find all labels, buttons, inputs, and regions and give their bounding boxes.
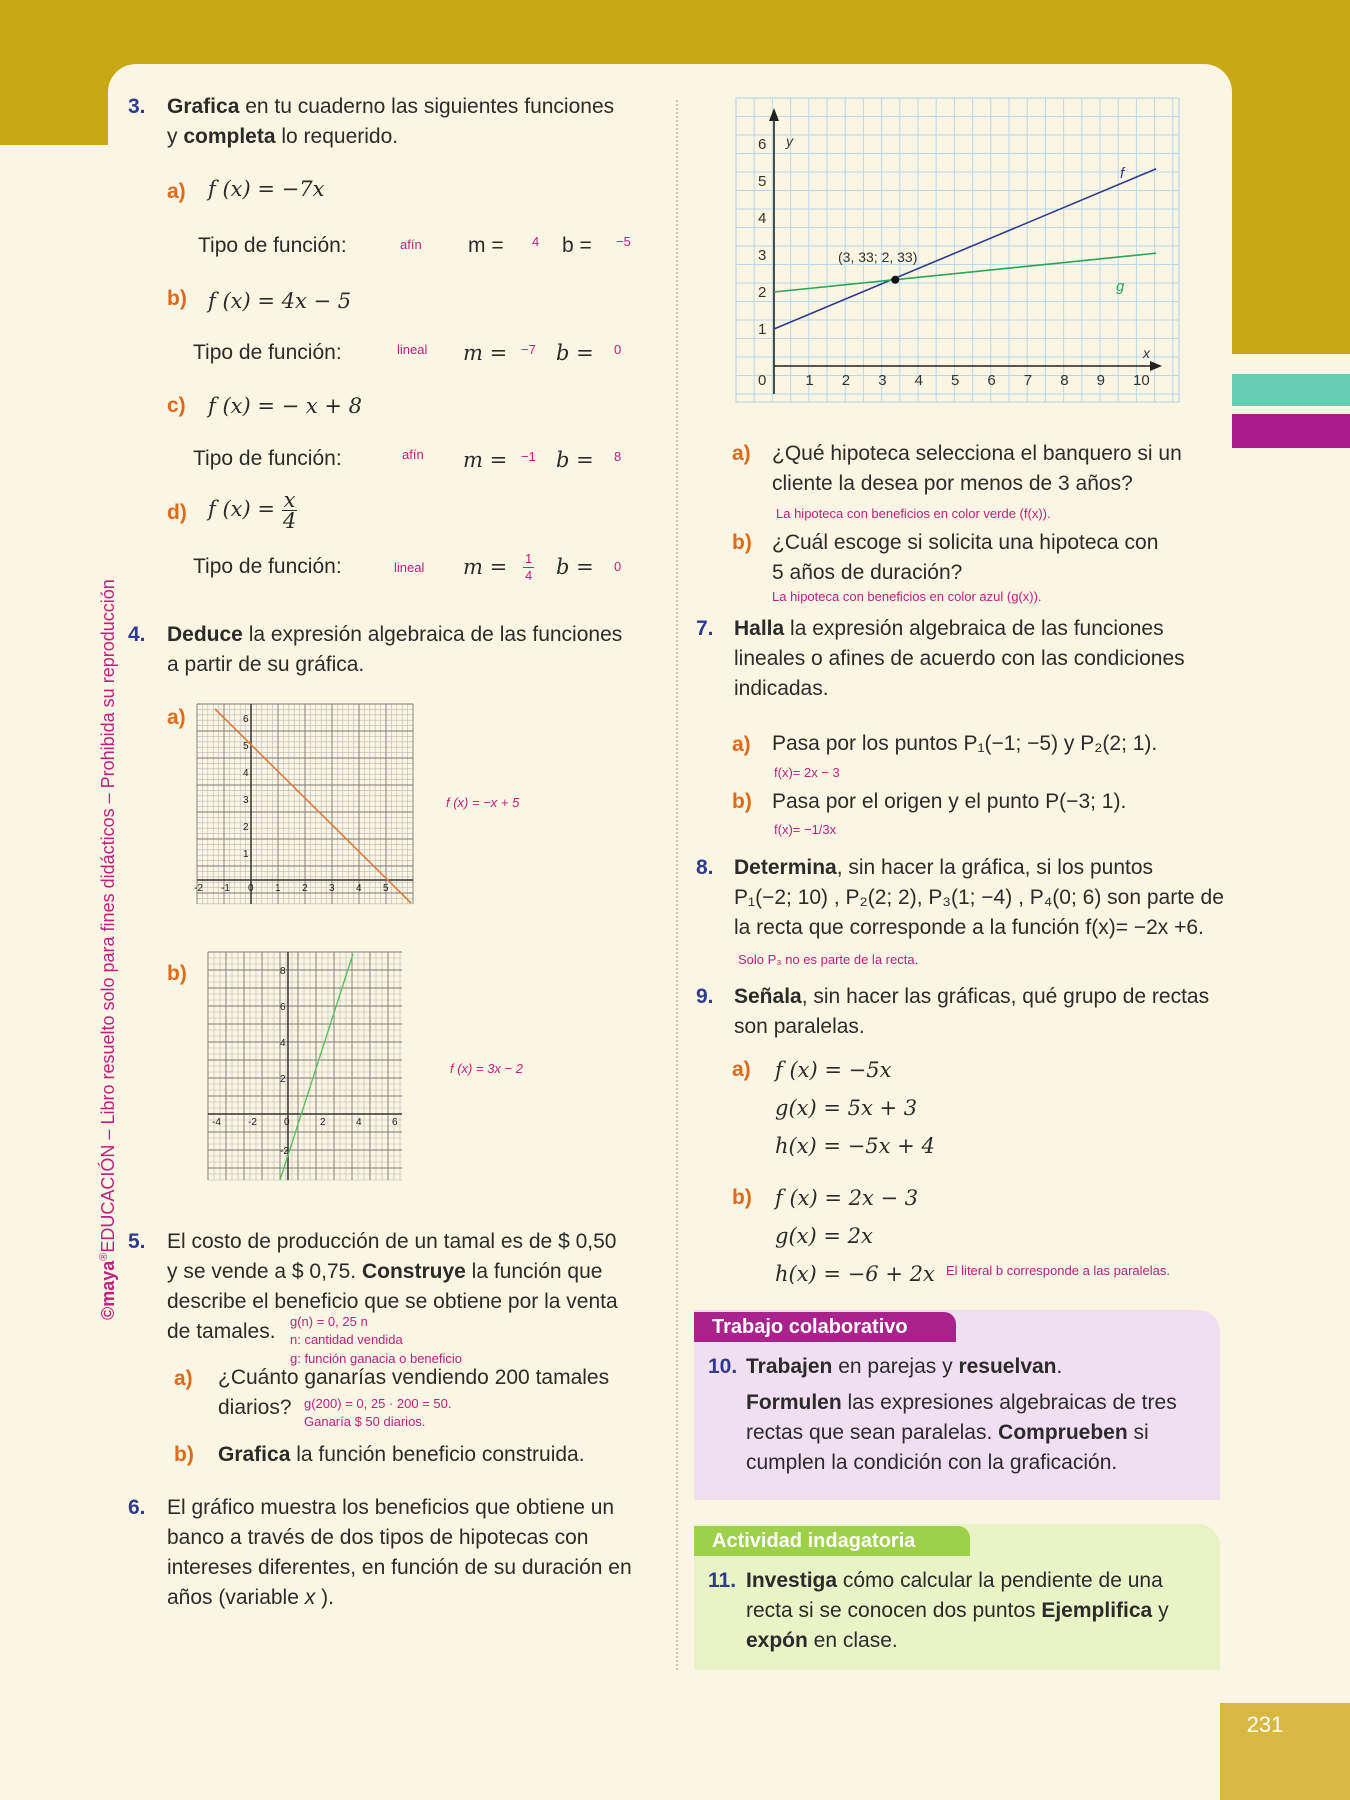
graph-a-x-tick: -2	[194, 883, 203, 894]
answer-b: 0	[614, 559, 622, 574]
x-tick-label: 5	[951, 372, 960, 389]
y-axis-label: y	[786, 133, 793, 149]
graph-a-y-tick: 4	[243, 768, 249, 779]
page-number: 231	[1246, 1712, 1284, 1737]
exercise-11-line-1: Investiga cómo calcular la pendiente de una	[746, 1569, 1163, 1592]
answer-tipo: afín	[400, 237, 422, 252]
exercise-10-line-2: Formulen las expresiones algebraicas de tres	[746, 1391, 1177, 1414]
exercise-6-line-4: años (variable x ).	[167, 1586, 334, 1609]
graph-b-x-tick: 0	[284, 1117, 290, 1128]
exercise-8-line-1: Determina, sin hacer la gráfica, si los puntos	[734, 856, 1154, 879]
graph-a-x-tick: 2	[302, 883, 308, 894]
answer-b: 8	[614, 449, 622, 464]
answer-7a: f(x)= 2x − 3	[774, 765, 840, 780]
tipo-label: Tipo de función:	[198, 234, 347, 257]
graph-b-x-tick: 6	[392, 1117, 398, 1128]
graph-a-y-tick: 6	[243, 714, 249, 725]
graph-a-y-tick: 5	[243, 741, 249, 752]
exercise-7a-text: Pasa por los puntos P₁(−1; −5) y P₂(2; 1).	[772, 732, 1158, 755]
function-h: h(x) = −6 + 2x	[775, 1262, 935, 1286]
answer-b: 0	[614, 342, 622, 357]
tipo-label: Tipo de función:	[193, 447, 342, 470]
exercise-6-line-2: banco a través de dos tipos de hipotecas con	[167, 1526, 589, 1549]
x-axis-label: x	[1143, 345, 1150, 361]
tipo-label: Tipo de función:	[193, 341, 342, 364]
graph-a-x-tick: 1	[275, 883, 281, 894]
color-tab-magenta	[1232, 414, 1350, 448]
exercise-4-line-2: a partir de su gráfica.	[167, 653, 365, 676]
m-label: m =	[463, 448, 508, 472]
m-label: m =	[463, 555, 508, 579]
graph-4b	[208, 952, 402, 1180]
b-label: b =	[556, 555, 594, 579]
exercise-7-line-1: Halla la expresión algebraica de las funciones	[734, 617, 1164, 640]
m-label: m =	[468, 234, 504, 257]
answer-9: El literal b corresponde a las paralelas.	[946, 1263, 1171, 1278]
answer-8: Solo P₃ no es parte de la recta.	[738, 952, 919, 967]
exercise-9-line-2: son paralelas.	[734, 1015, 865, 1038]
exercise-number: 3.	[128, 95, 146, 118]
brand-logo: ©maya	[98, 1260, 118, 1320]
item-letter: a)	[732, 733, 751, 756]
exercise-number: 6.	[128, 1496, 146, 1519]
answer-7b: f(x)= −1/3x	[774, 822, 837, 837]
answer-m: 4	[532, 234, 540, 249]
graph-a-x-tick: 3	[329, 883, 335, 894]
answer-expression: f (x) = 3x − 2	[450, 1061, 523, 1076]
graph-a-y-tick: 2	[243, 822, 249, 833]
exercise-number: 5.	[128, 1230, 146, 1253]
answer-m: −7	[521, 342, 536, 357]
answer-b: −5	[616, 234, 631, 249]
function-expression: f (x) = 4x − 5	[208, 289, 352, 313]
graph-b-y-tick: 6	[280, 1002, 286, 1013]
x-tick-label: 0	[758, 372, 767, 389]
graph-b-x-tick: 2	[320, 1117, 326, 1128]
item-letter: b)	[732, 1186, 752, 1209]
color-tab-teal	[1232, 374, 1350, 406]
answer-tipo: lineal	[397, 342, 428, 357]
x-tick-label: 6	[987, 372, 996, 389]
mortgage-chart	[734, 96, 1184, 406]
exercise-11-line-3: expón en clase.	[746, 1629, 898, 1652]
collaborative-title: Trabajo colaborativo	[694, 1312, 956, 1342]
exercise-3-line-1: Grafica en tu cuaderno las siguientes funciones	[167, 95, 615, 118]
exercise-5-line-3: describe el beneficio que se obtiene por la venta	[167, 1290, 618, 1313]
answer-tipo: lineal	[394, 560, 425, 575]
m-label: m =	[463, 341, 508, 365]
x-tick-label: 1	[805, 372, 814, 389]
graph-b-y-tick: 8	[280, 966, 286, 977]
graph-a-x-tick: -1	[221, 883, 230, 894]
function-f: f (x) = −5x	[775, 1058, 892, 1082]
series-label-g: g	[1116, 278, 1125, 295]
line-a	[215, 709, 411, 903]
graph-a-y-tick: 3	[243, 795, 249, 806]
exercise-6b-line-1: ¿Cuál escoge si solicita una hipoteca con	[772, 531, 1159, 554]
intersection-point	[891, 276, 899, 284]
answer-variable-n: n: cantidad vendida	[290, 1332, 403, 1347]
item-letter: b)	[732, 790, 752, 813]
graph-a-x-tick: 4	[356, 883, 362, 894]
x-tick-label: 8	[1060, 372, 1069, 389]
copyright-sidebar	[98, 579, 119, 1320]
exercise-5-line-4: de tamales.	[167, 1320, 276, 1343]
exercise-7-line-2: lineales o afines de acuerdo con las condiciones	[734, 647, 1185, 670]
brand-reg: ®	[98, 1252, 110, 1261]
graph-a-x-tick: 5	[383, 883, 389, 894]
exercise-10-line-3: rectas que sean paralelas. Comprueben si	[746, 1421, 1149, 1444]
exercise-5a-line-1: ¿Cuánto ganarías vendiendo 200 tamales	[218, 1366, 610, 1389]
item-letter: a)	[174, 1367, 193, 1390]
item-letter: b)	[732, 531, 752, 554]
exercise-9-line-1: Señala, sin hacer las gráficas, qué grupo de rectas	[734, 985, 1210, 1008]
y-tick-label: 4	[758, 210, 767, 227]
intersection-label: (3, 33; 2, 33)	[838, 249, 918, 265]
x-tick-label: 10	[1133, 372, 1150, 389]
answer-6b: La hipoteca con beneficios en color azul (g(x)).	[772, 589, 1042, 604]
answer-function: g(n) = 0, 25 n	[290, 1314, 368, 1329]
series-label-f: f	[1120, 165, 1125, 182]
exercise-number: 9.	[696, 985, 714, 1008]
item-letter: b)	[174, 1443, 194, 1466]
graph-b-x-tick: -2	[248, 1117, 257, 1128]
exercise-6a-line-1: ¿Qué hipoteca selecciona el banquero si un	[772, 442, 1182, 465]
item-letter: a)	[732, 442, 751, 465]
answer-expression: f (x) = −x + 5	[446, 795, 520, 810]
exercise-6b-line-2: 5 años de duración?	[772, 561, 963, 584]
graph-b-y-tick: 2	[280, 1074, 286, 1085]
exercise-number: 10.	[708, 1355, 738, 1378]
exercise-6-line-3: intereses diferentes, en función de su duración en	[167, 1556, 632, 1579]
y-tick-label: 6	[758, 136, 767, 153]
function-expression: f (x) = − x + 8	[208, 394, 363, 418]
item-letter: a)	[732, 1058, 751, 1081]
b-label: b =	[556, 448, 594, 472]
item-letter: a)	[167, 706, 186, 729]
answer-m: −1	[521, 449, 536, 464]
graph-b-y-tick: 4	[280, 1038, 286, 1049]
function-f: f (x) = 2x − 3	[775, 1186, 919, 1210]
item-letter: c)	[167, 394, 186, 417]
exercise-5-line-1: El costo de producción de un tamal es de $ 0,50	[167, 1230, 617, 1253]
graph-b-x-tick: 4	[356, 1117, 362, 1128]
exercise-8-line-2: P₁(−2; 10) , P₂(2; 2), P₃(1; −4) , P₄(0; 6) son parte de	[734, 886, 1224, 909]
answer-tipo: afín	[402, 447, 424, 462]
graph-a-x-tick: 0	[248, 883, 254, 894]
exercise-3-line-2: y completa lo requerido.	[167, 125, 399, 148]
x-tick-label: 9	[1096, 372, 1105, 389]
function-expression: f (x) = $\frac{x}{4}$	[208, 488, 297, 533]
right-band	[1232, 60, 1350, 354]
function-g: g(x) = 2x	[775, 1224, 873, 1248]
inquiry-title: Actividad indagatoria	[694, 1526, 970, 1556]
function-g: g(x) = 5x + 3	[775, 1096, 918, 1120]
graph-b-x-tick: -4	[212, 1117, 221, 1128]
answer-6a: La hipoteca con beneficios en color verde (f(x)).	[776, 506, 1051, 521]
x-tick-label: 3	[878, 372, 887, 389]
x-tick-label: 7	[1023, 372, 1033, 389]
y-tick-label: 1	[758, 321, 767, 338]
exercise-5-line-2: y se vende a $ 0,75. Construye la función que	[167, 1260, 603, 1283]
exercise-number: 8.	[696, 856, 714, 879]
y-tick-label: 3	[758, 247, 767, 264]
tipo-label: Tipo de función:	[193, 555, 342, 578]
item-letter: b)	[167, 287, 187, 310]
answer-variable-g: g: función ganacia o beneficio	[290, 1351, 463, 1366]
exercise-number: 7.	[696, 617, 714, 640]
exercise-5b-text: Grafica la función beneficio construida.	[218, 1443, 585, 1466]
item-letter: a)	[167, 180, 186, 203]
b-label: b =	[556, 341, 594, 365]
answer-computation: g(200) = 0, 25 · 200 = 50.	[304, 1396, 452, 1411]
item-letter: b)	[167, 962, 187, 985]
graph-4a	[194, 704, 413, 904]
exercise-8-line-3: la recta que corresponde a la función f(x)= −2x +6.	[734, 916, 1204, 939]
exercise-5a-line-2: diarios?	[218, 1396, 292, 1419]
exercise-7-line-3: indicadas.	[734, 677, 829, 700]
exercise-6a-line-2: cliente la desea por menos de 3 años?	[772, 472, 1133, 495]
graph-a-y-tick: 1	[243, 849, 249, 860]
y-tick-label: 5	[758, 173, 767, 190]
answer-earnings: Ganaría $ 50 diarios.	[304, 1414, 426, 1429]
graph-b-y-tick: -2	[280, 1146, 289, 1157]
b-label: b =	[562, 234, 592, 257]
copyright-text: EDUCACIÓN – Libro resuelto solo para fines didácticos – Prohibida su reproducción	[98, 579, 118, 1253]
exercise-number: 11.	[708, 1569, 737, 1592]
column-divider	[676, 100, 678, 1670]
exercise-number: 4.	[128, 623, 146, 646]
x-tick-label: 4	[914, 372, 923, 389]
item-letter: d)	[167, 501, 187, 524]
y-tick-label: 2	[758, 284, 767, 301]
function-h: h(x) = −5x + 4	[775, 1134, 935, 1158]
exercise-11-line-2: recta si se conocen dos puntos Ejemplifica y	[746, 1599, 1169, 1622]
exercise-10-line-4: cumplen la condición con la graficación.	[746, 1451, 1118, 1474]
exercise-7b-text: Pasa por el origen y el punto P(−3; 1).	[772, 790, 1127, 813]
function-expression: f (x) = −7x	[208, 177, 325, 201]
exercise-10-line-1: Trabajen en parejas y resuelvan.	[746, 1355, 1063, 1378]
answer-m: $\frac{1}{4}$	[525, 551, 533, 583]
exercise-6-line-1: El gráfico muestra los beneficios que obtiene un	[167, 1496, 615, 1519]
exercise-4-line-1: Deduce la expresión algebraica de las funciones	[167, 623, 623, 646]
x-tick-label: 2	[841, 372, 851, 389]
